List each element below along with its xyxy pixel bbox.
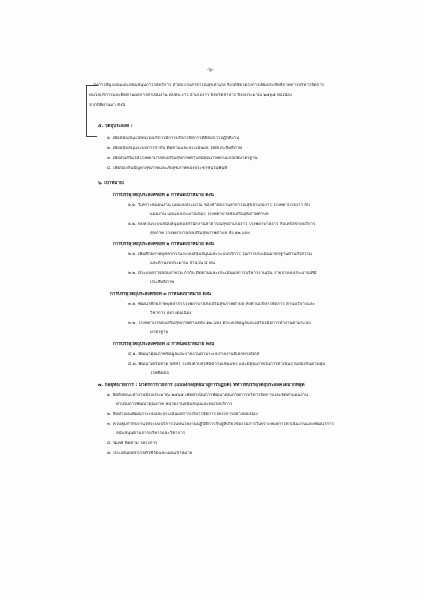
target-group-title: การบรรลุวัตถุประสงค์ข้อที่ ๑ กำหนดเป้าหมาย ดังนี้ <box>113 193 214 198</box>
target-line: ๒.๒. มีระบบตรวจสอบภายใน กำกับ ติดตามและประเมินผลการบริหารงานเงิน รายจ่ายงบประมาณที่มี <box>128 271 317 276</box>
intro-line: จากปีที่ผ่านมา ดังนี้ <box>89 103 126 108</box>
method-item: สนับสนุนด้านการบริหารและวิชาการ <box>116 431 186 436</box>
target-line: และด้านงบประมาณ จำนวน ๔ คน <box>150 261 216 266</box>
method-item: ๔. นิเทศ ติดตาม โครงการ <box>107 441 158 446</box>
target-line: ๒.๑. เพิ่มศักยภาพบุคลากรในระบบสนับสนุนและระบบบริการ ในการประเมินมาตรฐานด้านกิจกรรม <box>128 252 312 257</box>
target-line: ๓.๒. โรงพยาบาลส่งเสริมสุขภาพตำบลทั้ง ๑๒ แห่ง มีระบบข้อมูลและเครื่องมือการทำงานตามระบบ <box>128 321 311 326</box>
targets-heading: ๖. เป้าหมาย: <box>98 181 125 186</box>
objective-item: ๓. เพื่อส่งเสริมให้โรงพยาบาลส่งเสริมสุขภาพตำบลมีคุณภาพตามเกณฑ์มาตรฐาน <box>107 156 258 161</box>
method-item: ๕. ประเมินผลสำเร็จตัวชี้วัดและแผนเป้าหมาย <box>107 451 193 456</box>
intro-line: หน่วยบริการและติดตามผลการดำเนินงาน คปสอ.งาว อำเภองาว จังหวัดลำปาง ปีงบประมาณ ๒๕๖๕ ต่อเนื่อง <box>89 93 292 98</box>
intro-line: ในการที่มุ่งเน้นและสนับสนุนการให้บริการ สำนักงานสาธารณสุขอำเภอ จึงได้จัดโครงการเพิ่มประสิทธิภาพการบริหารจัดการ <box>93 83 325 88</box>
target-line: มาตรฐาน <box>150 330 169 335</box>
objective-item: ๑. เพื่อสนับสนุนให้หน่วยบริการมีการบริหารจัดการที่ดีต่อการปฏิบัติงาน <box>107 136 240 141</box>
target-line: ๔.๑. พัฒนาคุณภาพข้อมูลและรายงานตามระบบรายงานอิเล็กทรอนิกส์ <box>128 352 260 357</box>
objective-item: ๒. เพื่อสนับสนุนระบบการกำกับ ติดตามและประเมินผล ให้มีประสิทธิภาพ <box>107 146 242 151</box>
target-line: ๑.๑. วิเคราะห์แผนงาน แผนงบประมาณ ของสำนักงานสาธารณสุขอำเภองาว โรงพยาบาลงาว กับ <box>128 203 310 208</box>
target-line: วิชาการ อย่างต่อเนื่อง <box>150 311 192 316</box>
target-line: ๔.๒. พัฒนาเครือข่าย SRRT ระดับตำบลให้มีความเข้มแข็ง และมีคุณภาพในการดำเนินงานป้องกันควบคุม <box>128 362 326 367</box>
target-group-title: การบรรลุวัตถุประสงค์ข้อที่ ๔ กำหนดเป้าหมาย ดังนี้ <box>113 342 215 347</box>
target-line: ๓.๑. พัฒนาศักยภาพบุคลากรโรงพยาบาลส่งเสริมสุขภาพตำบล ทั้งด้านบริหารจัดการ ด้านบริการและ <box>128 302 315 307</box>
target-line: ประสิทธิภาพ <box>150 280 175 285</box>
page-number: -๖- <box>207 67 214 73</box>
method-item: ๓. ควบคุมกำกับงานให้ระบบบริการในหน่วยงานปฏิบัติการกับผู้ที่เกี่ยวข้องในการวิเคราะห์ผลการดำเนินงานและพัฒนาการ <box>107 422 334 427</box>
target-line: โรคติดต่อ <box>150 371 169 376</box>
target-line: แผนงาน แผนงบประมาณของ โรงพยาบาลส่งเสริมสุขภาพตำบล <box>150 212 269 217</box>
objective-item: ๔. เพื่อป้องกันปัญหาสุขภาพและภัยสุขภาพของประชาชนในพื้นที่ <box>107 166 228 171</box>
methods-heading: ๗. กลยุทธ์/วิธีการ : มาตรการ/วิธีการ (แปลงกลยุทธ์มาสู่การปฏิบัติ) ที่ทำให้บรรลุวัตถุประสงค์ได้มากที่สุด <box>98 383 305 388</box>
method-item: ดำเนินการพัฒนาคุณภาพ หน่วยงานสนับสนุนและหน่วยบริการ <box>116 402 233 407</box>
method-item: ๒. จัดทำแผนพัฒนาระบบและประเมินผลการบริหารจัดการโครงการอย่างต่อเนื่อง <box>107 412 258 417</box>
target-group-title: การบรรลุวัตถุประสงค์ข้อที่ ๒ กำหนดเป้าหมาย ดังนี้ <box>113 242 214 247</box>
target-group-title: การบรรลุวัตถุประสงค์ข้อที่ ๓ กำหนดเป้าหมาย ดังนี้ <box>110 292 211 297</box>
target-line: ๑.๒. ทบทวนระบบสนับสนุนของสำนักงานสาธารณสุขอำเภองาว โรงพยาบาลงาว กับเครือข่ายบริการ <box>128 222 316 227</box>
method-item: ๑. จัดตั้งคณะทำงานปีงบประมาณ ๒๕๖๕ เพื่อดำเนินการพัฒนาคุณภาพการบริหารจัดการและจัดทำแผนงาน <box>107 393 308 398</box>
target-line: สุขภาพ โรงพยาบาลส่งเสริมสุขภาพตำบล ทั้ง ๑๒ แห่ง <box>150 231 250 236</box>
objectives-heading: ๕. วัตถุประสงค์ : <box>98 124 133 129</box>
